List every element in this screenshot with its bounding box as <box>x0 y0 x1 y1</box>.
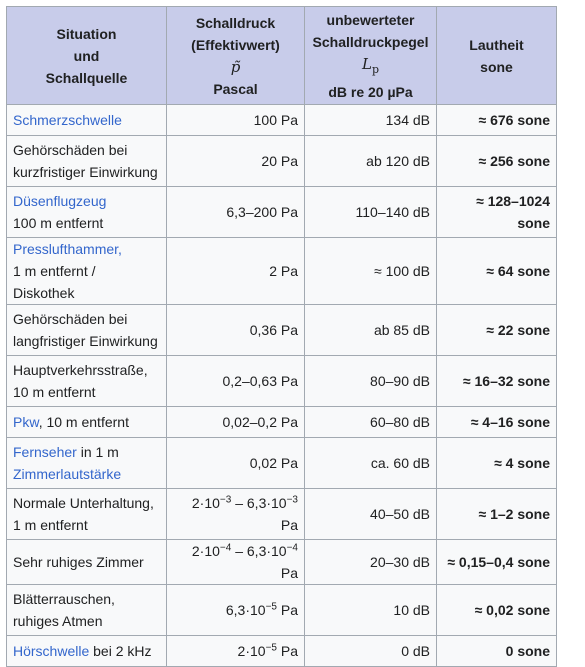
situation-text: , 10 m entfernt <box>38 414 129 430</box>
level-cell: 110–140 dB <box>305 187 437 238</box>
pressure-base-a: 2·10 <box>237 643 266 659</box>
table-row <box>7 305 557 356</box>
level-cell: 40–50 dB <box>305 489 437 540</box>
header-situation-line3: Schallquelle <box>45 69 128 86</box>
header-pressure[interactable] <box>167 7 305 105</box>
table-row <box>7 540 557 585</box>
header-level[interactable] <box>305 7 437 105</box>
pressure-cell: 2 Pa <box>167 238 305 305</box>
situation-line2: langfristiger Einwirkung <box>13 333 158 349</box>
table-row <box>7 489 557 540</box>
loudness-cell: ≈ 22 sone <box>437 305 557 356</box>
situation-link[interactable]: Düsenflugzeug <box>13 193 107 209</box>
situation-cell <box>7 105 167 136</box>
situation-text: Normale Unterhaltung, <box>13 495 154 511</box>
header-situation-line2: und <box>73 47 100 64</box>
header-pressure-line1: Schalldruck <box>195 14 276 31</box>
table-row <box>7 636 557 667</box>
situation-text: Gehörschäden bei <box>13 142 128 158</box>
loudness-cell: 0 sone <box>437 636 557 667</box>
loudness-cell: ≈ 4–16 sone <box>437 407 557 438</box>
situation-cell <box>7 187 167 238</box>
pressure-exp-b: −4 <box>286 542 298 554</box>
table-row <box>7 438 557 489</box>
situation-cell <box>7 585 167 636</box>
table-row <box>7 105 557 136</box>
pressure-cell: 100 Pa <box>167 105 305 136</box>
level-cell: 80–90 dB <box>305 356 437 407</box>
pressure-cell <box>167 585 305 636</box>
situation-line2: kurzfristiger Einwirkung <box>13 164 158 180</box>
loudness-cell: ≈ 64 sone <box>437 238 557 305</box>
table-row <box>7 356 557 407</box>
header-level-symbol <box>311 53 430 81</box>
level-cell: 60–80 dB <box>305 407 437 438</box>
pressure-base-a: 6,3·10 <box>225 602 266 618</box>
header-loudness[interactable] <box>437 7 557 105</box>
table-header-row <box>7 7 557 105</box>
header-level-symbol-subscript: p <box>371 62 379 76</box>
header-pressure-unit: Pascal <box>213 80 258 97</box>
pressure-unit: Pa <box>280 565 298 581</box>
header-level-line2: Schalldruckpegel <box>312 33 429 50</box>
pressure-cell <box>167 540 305 585</box>
pressure-sep: – 6,3·10 <box>231 495 287 511</box>
loudness-cell: ≈ 16–32 sone <box>437 356 557 407</box>
situation-cell <box>7 356 167 407</box>
situation-line2: 1 m entfernt <box>13 517 88 533</box>
situation-line2: 100 m entfernt <box>13 215 104 231</box>
situation-line2: 10 m entfernt <box>13 384 96 400</box>
pressure-cell: 0,2–0,63 Pa <box>167 356 305 407</box>
pressure-unit: Pa <box>276 602 298 618</box>
situation-line2: 1 m entfernt / Diskothek <box>13 263 96 301</box>
pressure-exp-a: −3 <box>219 494 232 506</box>
loudness-cell: ≈ 1–2 sone <box>437 489 557 540</box>
situation-link[interactable]: Pkw <box>13 414 39 430</box>
pressure-unit: Pa <box>280 517 298 533</box>
level-cell: ≈ 100 dB <box>305 238 437 305</box>
situation-text: Hauptverkehrsstraße, <box>13 362 148 378</box>
header-level-line1: unbewerteter <box>326 11 415 28</box>
pressure-cell: 20 Pa <box>167 136 305 187</box>
situation-text: Gehörschäden bei <box>13 311 128 327</box>
loudness-cell: ≈ 256 sone <box>437 136 557 187</box>
situation-link[interactable]: Schmerzschwelle <box>13 112 122 128</box>
situation-text: in 1 m <box>76 444 119 460</box>
loudness-cell: ≈ 0,02 sone <box>437 585 557 636</box>
situation-cell <box>7 305 167 356</box>
table-row <box>7 585 557 636</box>
pressure-unit: Pa <box>276 643 298 659</box>
sound-level-table <box>6 6 557 667</box>
table-row <box>7 136 557 187</box>
header-loudness-line2: sone <box>480 58 513 75</box>
pressure-exp-a: −4 <box>219 542 232 554</box>
situation-link[interactable]: Hörschwelle <box>13 643 90 659</box>
header-level-symbol-letter: L <box>361 54 372 73</box>
header-loudness-line1: Lautheit <box>469 36 524 53</box>
header-pressure-symbol: p̃ <box>230 57 241 76</box>
loudness-cell: ≈ 128–1024 sone <box>437 187 557 238</box>
loudness-cell: ≈ 676 sone <box>437 105 557 136</box>
pressure-cell: 0,02 Pa <box>167 438 305 489</box>
level-cell: ab 120 dB <box>305 136 437 187</box>
pressure-sep: – 6,3·10 <box>231 543 287 559</box>
situation-cell <box>7 438 167 489</box>
pressure-exp-a: −5 <box>265 642 277 654</box>
pressure-exp-b: −3 <box>286 494 298 506</box>
situation-link-secondary[interactable]: Zimmerlautstärke <box>13 466 122 482</box>
situation-link[interactable]: Presslufthammer, <box>13 241 122 257</box>
situation-cell <box>7 407 167 438</box>
loudness-cell: ≈ 0,15–0,4 sone <box>437 540 557 585</box>
situation-cell <box>7 636 167 667</box>
pressure-base-a: 2·10 <box>191 495 220 511</box>
level-cell: ab 85 dB <box>305 305 437 356</box>
sound-level-table-wrapper <box>6 6 557 667</box>
pressure-exp-a: −5 <box>265 601 277 613</box>
situation-cell <box>7 540 167 585</box>
situation-cell <box>7 489 167 540</box>
pressure-cell: 0,02–0,2 Pa <box>167 407 305 438</box>
loudness-cell: ≈ 4 sone <box>437 438 557 489</box>
situation-link[interactable]: Fernseher <box>13 444 77 460</box>
header-pressure-line2: (Effektivwert) <box>191 36 280 53</box>
situation-text: Sehr ruhiges Zimmer <box>13 554 144 570</box>
header-situation[interactable] <box>7 7 167 105</box>
level-cell: 134 dB <box>305 105 437 136</box>
header-level-unit: dB re 20 µPa <box>328 83 413 100</box>
situation-cell <box>7 136 167 187</box>
pressure-cell: 6,3–200 Pa <box>167 187 305 238</box>
pressure-cell <box>167 636 305 667</box>
situation-text: bei 2 kHz <box>89 643 152 659</box>
pressure-base-a: 2·10 <box>191 543 220 559</box>
pressure-cell <box>167 489 305 540</box>
header-situation-line1: Situation <box>56 25 117 42</box>
table-row <box>7 187 557 238</box>
level-cell: 10 dB <box>305 585 437 636</box>
situation-cell <box>7 238 167 305</box>
table-row <box>7 407 557 438</box>
situation-line2: ruhiges Atmen <box>13 613 103 629</box>
level-cell: 0 dB <box>305 636 437 667</box>
level-cell: ca. 60 dB <box>305 438 437 489</box>
situation-text: Blätterrauschen, <box>13 591 115 607</box>
level-cell: 20–30 dB <box>305 540 437 585</box>
table-row <box>7 238 557 305</box>
pressure-cell: 0,36 Pa <box>167 305 305 356</box>
